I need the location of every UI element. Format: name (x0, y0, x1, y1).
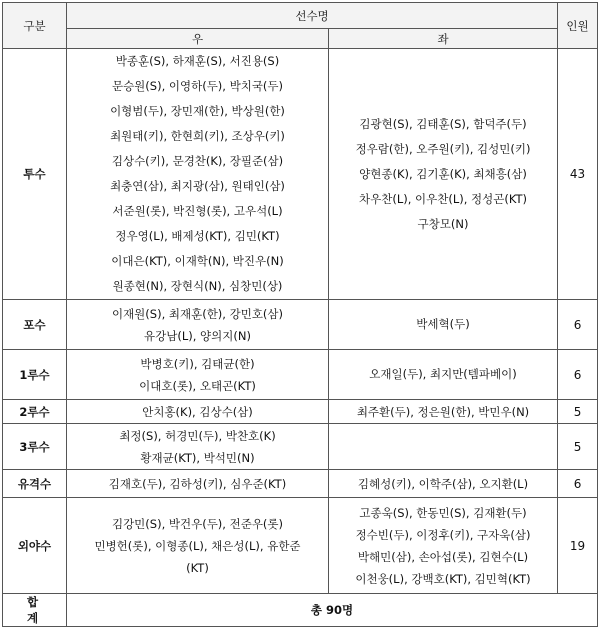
player-line: 박해민(삼), 손아섭(롯), 김현수(L) (357, 549, 529, 564)
player-line: 정수빈(두), 이정후(키), 구자욱(삼) (355, 527, 531, 542)
player-line: 박세혁(두) (416, 317, 470, 331)
player-line: 김상수(키), 문경찬(K), 장필준(삼) (111, 154, 284, 168)
count-third-base: 5 (558, 424, 598, 470)
player-line: 이대은(KT), 이재학(N), 박진우(N) (111, 254, 284, 268)
right-first-base (67, 350, 329, 400)
total-value: 총 90명 (67, 594, 598, 627)
player-line: 최정(S), 허경민(두), 박찬호(K) (119, 428, 276, 443)
count-catcher: 6 (558, 300, 598, 350)
category-outfielder: 외야수 (3, 498, 67, 594)
row-second-base (3, 400, 598, 424)
player-line: 오재일(두), 최지만(템파베이) (369, 367, 517, 381)
right-second-base (67, 400, 329, 424)
count-shortstop: 6 (558, 470, 598, 498)
player-line: 차우찬(L), 이우찬(L), 정성곤(KT) (359, 191, 528, 206)
player-line: 유강남(L), 양의지(N) (144, 328, 251, 343)
row-total (3, 594, 598, 627)
category-catcher: 포수 (3, 300, 67, 350)
header-category: 구분 (3, 3, 67, 49)
player-line: 양현종(K), 김기훈(K), 최채흥(삼) (359, 166, 527, 181)
player-line: 구창모(N) (417, 216, 469, 231)
row-pitcher (3, 49, 598, 300)
left-shortstop (329, 470, 558, 498)
player-line: 이천웅(L), 강백호(KT), 김민혁(KT) (355, 571, 531, 586)
header-count: 인원 (558, 3, 598, 49)
player-line: 최충연(삼), 최지광(삼), 원태인(삼) (110, 179, 285, 193)
right-third-base (67, 424, 329, 470)
player-line: 이대호(롯), 오태곤(KT) (139, 378, 256, 393)
left-catcher (329, 300, 558, 350)
right-pitcher (67, 49, 329, 300)
player-line: 박종훈(S), 하재훈(S), 서진용(S) (115, 54, 280, 68)
player-line: 원종현(N), 장현식(N), 심창민(상) (112, 279, 283, 293)
left-first-base (329, 350, 558, 400)
player-line: 정우영(L), 배제성(KT), 김민(KT) (115, 229, 280, 243)
count-second-base: 5 (558, 400, 598, 424)
category-second-base: 2루수 (3, 400, 67, 424)
player-line: 김광현(S), 김태훈(S), 함덕주(두) (359, 116, 527, 131)
player-line: 김재호(두), 김하성(키), 심우준(KT) (108, 476, 287, 491)
player-line: 김혜성(키), 이학주(삼), 오지환(L) (357, 476, 529, 491)
count-outfielder: 19 (558, 498, 598, 594)
header-row (3, 3, 598, 29)
subheader-row (3, 29, 598, 49)
row-shortstop (3, 470, 598, 498)
player-line: 황재균(KT), 박석민(N) (140, 450, 255, 465)
player-line: 문승원(S), 이영하(두), 박치국(두) (111, 79, 284, 93)
header-right-handed: 우 (67, 29, 329, 49)
row-catcher (3, 300, 598, 350)
row-outfielder (3, 498, 598, 594)
right-catcher (67, 300, 329, 350)
category-shortstop: 유격수 (3, 470, 67, 498)
player-line: 안치홍(K), 김상수(삼) (142, 404, 253, 419)
left-second-base (329, 400, 558, 424)
count-first-base: 6 (558, 350, 598, 400)
player-line: 최원태(키), 한현희(키), 조상우(키) (110, 129, 285, 143)
player-line: 정우람(한), 오주원(키), 김성민(키) (355, 141, 531, 156)
count-pitcher: 43 (558, 49, 598, 300)
right-outfielder (67, 498, 329, 594)
player-line: 이형범(두), 장민재(한), 박상원(한) (110, 104, 285, 118)
category-third-base: 3루수 (3, 424, 67, 470)
category-pitcher: 투수 (3, 49, 67, 300)
player-line: 이재원(S), 최재훈(한), 강민호(삼) (111, 306, 284, 321)
left-pitcher (329, 49, 558, 300)
header-left-handed: 좌 (329, 29, 558, 49)
player-line: (KT) (186, 560, 209, 575)
player-line: 최주환(두), 정은원(한), 박민우(N) (356, 404, 530, 419)
left-third-base (329, 424, 558, 470)
player-line: 김강민(S), 박건우(두), 전준우(롯) (111, 516, 284, 531)
header-players: 선수명 (67, 3, 558, 29)
total-label: 합 계 (3, 594, 67, 627)
player-line: 고종욱(S), 한동민(S), 김재환(두) (359, 505, 527, 520)
left-outfielder (329, 498, 558, 594)
player-line: 민병헌(롯), 이형종(L), 채은성(L), 유한준 (94, 538, 301, 553)
player-line: 서준원(롯), 박진형(롯), 고우석(L) (112, 204, 283, 218)
roster-table (2, 2, 598, 627)
row-third-base (3, 424, 598, 470)
right-shortstop (67, 470, 329, 498)
row-first-base (3, 350, 598, 400)
player-line: 박병호(키), 김태균(한) (140, 356, 255, 371)
category-first-base: 1루수 (3, 350, 67, 400)
